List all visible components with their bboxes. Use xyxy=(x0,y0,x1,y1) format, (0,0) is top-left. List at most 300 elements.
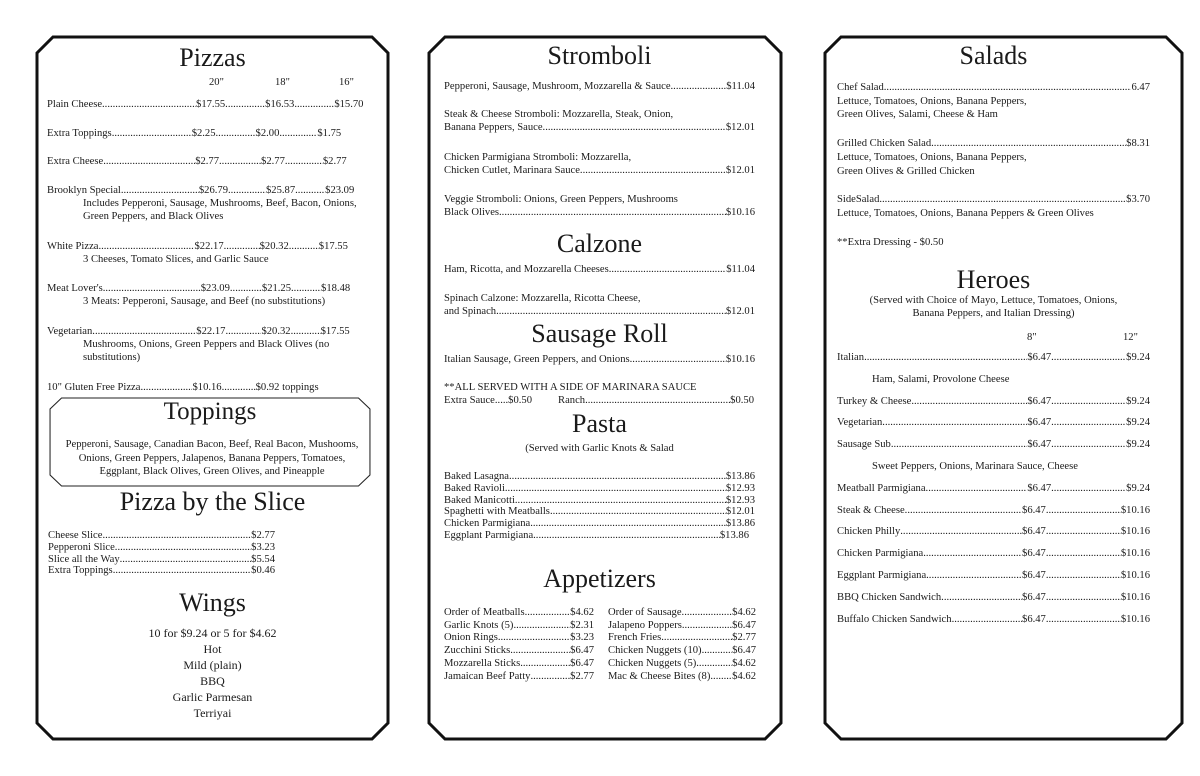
section-title: Sausage Roll xyxy=(531,319,668,348)
dot-leader xyxy=(1046,569,1121,582)
size-header: 18" xyxy=(275,77,290,88)
dot-leader xyxy=(1051,482,1126,495)
dot-leader xyxy=(879,193,1126,206)
appetizers-right-column xyxy=(608,607,756,683)
size-header: 16" xyxy=(339,77,354,88)
wing-flavor: Terriyai xyxy=(193,706,232,720)
dot-leader xyxy=(884,81,1132,94)
menu-item xyxy=(47,184,378,197)
dot-leader xyxy=(1046,525,1121,538)
item-description: 3 Cheeses, Tomato Slices, and Garlic Sauce xyxy=(83,254,269,265)
item-name: Chicken Cutlet, Marinara Sauce xyxy=(444,165,580,176)
dot-leader xyxy=(530,518,726,530)
dot-leader xyxy=(498,632,570,645)
item-name: Eggplant Parmigiana xyxy=(444,529,534,541)
dot-leader xyxy=(222,381,256,394)
item-price: $12.01 xyxy=(725,306,755,317)
item-name: Meatball Parmigiana xyxy=(837,482,926,494)
section-title: Appetizers xyxy=(543,564,656,593)
item-name: Vegetarian xyxy=(47,326,93,337)
menu-item xyxy=(444,620,594,633)
item-price: $23.09 xyxy=(200,283,230,294)
menu-item xyxy=(608,658,756,671)
item-price: $10.16 xyxy=(1120,526,1150,538)
dot-leader xyxy=(495,394,508,407)
item-price: $4.62 xyxy=(570,607,594,618)
menu-item xyxy=(837,438,1150,451)
menu-item xyxy=(444,645,594,658)
item-name: Zucchini Sticks xyxy=(444,645,511,657)
dot-leader xyxy=(510,645,570,658)
dot-leader xyxy=(525,607,571,620)
item-description: Ham, Salami, Provolone Cheese xyxy=(872,373,1010,385)
item-price: $12.01 xyxy=(725,122,755,133)
menu-item xyxy=(444,206,755,219)
item-price: $13.86 xyxy=(719,529,749,541)
salads-section xyxy=(837,35,1150,741)
wing-flavor: Hot xyxy=(203,642,222,656)
menu-item xyxy=(444,263,755,276)
item-name: Chicken Nuggets (10) xyxy=(608,645,702,657)
dot-leader xyxy=(952,613,1022,626)
item-price: $12.93 xyxy=(725,482,755,494)
item-name: Chef Salad xyxy=(837,82,884,93)
menu-item xyxy=(608,607,756,620)
item-price: $9.24 xyxy=(1126,439,1150,451)
dot-leader xyxy=(923,547,1022,560)
item-name: Vegetarian xyxy=(837,417,883,429)
item-price: $5.54 xyxy=(251,553,275,565)
item-price: $6.47 xyxy=(1027,482,1052,494)
section-title: Toppings xyxy=(163,398,257,425)
dot-leader xyxy=(609,263,727,276)
dot-leader xyxy=(533,530,720,542)
item-price: $6.47 xyxy=(1022,591,1046,603)
dot-leader xyxy=(225,98,265,111)
menu-item xyxy=(444,495,755,507)
item-name: Spaghetti with Meatballs xyxy=(444,506,550,518)
dot-leader xyxy=(550,506,726,518)
item-name: Extra Toppings xyxy=(48,565,113,577)
size-header: 12" xyxy=(1123,332,1138,343)
item-price: $2.77 xyxy=(732,632,756,644)
heroes-list xyxy=(837,351,1150,634)
item-name: Pepperoni Slice xyxy=(48,541,115,553)
dot-leader xyxy=(671,80,727,93)
dot-leader xyxy=(1051,416,1126,429)
item-price: $17.55 xyxy=(320,326,350,337)
item-price: $3.23 xyxy=(251,541,275,553)
dot-leader xyxy=(1051,351,1126,364)
item-price: $15.70 xyxy=(334,99,364,110)
dot-leader xyxy=(931,137,1126,150)
dot-leader xyxy=(661,632,732,645)
dot-leader xyxy=(216,127,256,140)
item-price: $26.79 xyxy=(198,185,228,196)
dot-leader xyxy=(864,351,1027,364)
section-title: Wings xyxy=(179,588,246,617)
item-price: $2.77 xyxy=(251,530,275,541)
dot-leader xyxy=(905,504,1022,517)
menu-item xyxy=(837,416,1150,429)
item-price: $6.47 xyxy=(1022,548,1046,560)
menu-item xyxy=(48,542,275,554)
section-title: Calzone xyxy=(556,229,643,258)
menu-item xyxy=(444,353,755,366)
item-price: $10.16 xyxy=(725,354,755,365)
item-name: Plain Cheese xyxy=(47,99,103,110)
item-name: Italian xyxy=(837,352,865,363)
item-price: $4.62 xyxy=(732,657,756,669)
dot-leader xyxy=(505,483,726,495)
dot-leader xyxy=(92,325,196,338)
menu-panel-pizzas xyxy=(35,35,390,741)
item-price: $4.62 xyxy=(732,670,756,682)
item-price: $20.32 xyxy=(259,241,289,252)
item-price: $0.46 xyxy=(251,565,275,577)
menu-item xyxy=(47,155,378,168)
dot-leader xyxy=(98,240,194,253)
item-price: $20.32 xyxy=(261,326,291,337)
item-description: Mushrooms, Onions, Green Peppers and Black Olives (no substitutions) xyxy=(83,339,330,363)
dot-leader xyxy=(702,645,733,658)
item-name: Baked Ravioli xyxy=(444,482,505,494)
item-name: Ham, Ricotta, and Mozzarella Cheeses xyxy=(444,264,609,275)
dot-leader xyxy=(682,620,732,633)
dot-leader xyxy=(1051,438,1126,451)
dot-leader xyxy=(1051,395,1126,408)
wing-flavor: Garlic Parmesan xyxy=(172,690,253,704)
item-price: $0.50 xyxy=(508,395,532,406)
section-subtitle: (Served with Choice of Mayo, Lettuce, Tomatoes, Onions, xyxy=(869,295,1118,306)
menu-item xyxy=(444,530,749,542)
dot-leader xyxy=(228,184,266,197)
menu-panel-salads-heroes xyxy=(823,35,1184,741)
item-price: $10.16 xyxy=(725,207,755,218)
item-price: $23.09 xyxy=(325,185,355,196)
dot-leader xyxy=(630,353,726,366)
menu-item xyxy=(48,530,275,542)
item-name: Pepperoni, Sausage, Mushroom, Mozzarella & Sauce xyxy=(444,81,671,92)
item-name: Brooklyn Special xyxy=(47,185,121,196)
item-description: Chicken Parmigiana Stromboli: Mozzarella, xyxy=(444,152,632,163)
item-price: $1.75 xyxy=(317,128,342,139)
pizzas-section xyxy=(47,35,378,741)
item-price: $18.48 xyxy=(321,283,351,294)
item-name: Mac & Cheese Bites (8) xyxy=(608,670,711,682)
toppings-box xyxy=(49,397,371,487)
menu-item xyxy=(444,607,594,620)
dot-leader xyxy=(926,569,1022,582)
dot-leader xyxy=(911,395,1027,408)
dot-leader xyxy=(289,240,319,253)
item-price: $9.24 xyxy=(1126,395,1150,407)
item-name: Mozzarella Sticks xyxy=(444,657,521,669)
item-price: $6.47 xyxy=(732,619,756,631)
dot-leader xyxy=(1046,591,1121,604)
dot-leader xyxy=(115,542,251,554)
item-price: $6.47 xyxy=(570,657,594,669)
menu-item xyxy=(444,658,594,671)
menu-item xyxy=(444,471,755,483)
item-name: Ranch xyxy=(558,395,586,406)
menu-item xyxy=(608,671,756,684)
item-price: $10.16 xyxy=(1120,569,1150,581)
item-price: $6.47 xyxy=(1027,417,1052,429)
dot-leader xyxy=(520,658,570,671)
item-price: $11.04 xyxy=(726,81,755,92)
wings-info xyxy=(47,625,378,721)
item-name: Steak & Cheese xyxy=(837,504,905,516)
item-name: BBQ Chicken Sandwich xyxy=(837,591,942,603)
item-price: $16.53 xyxy=(265,99,295,110)
menu-item-gluten-free xyxy=(47,381,378,394)
menu-item xyxy=(444,121,755,134)
marinara-note: **ALL SERVED WITH A SIDE OF MARINARA SAUCE xyxy=(444,382,697,393)
item-name: Extra Cheese xyxy=(47,156,104,167)
item-name: and Spinach xyxy=(444,306,497,317)
dot-leader xyxy=(900,525,1022,538)
item-price: $6.47 xyxy=(1027,352,1052,363)
dot-leader xyxy=(121,184,199,197)
item-price: $6.47 xyxy=(732,645,756,657)
item-name: 10" Gluten Free Pizza xyxy=(47,382,141,393)
menu-item xyxy=(47,127,378,140)
item-description: Lettuce, Tomatoes, Onions, Banana Peppers, xyxy=(837,152,1027,163)
dot-leader xyxy=(509,471,726,483)
item-name: Extra Sauce xyxy=(444,395,495,406)
item-price: $22.17 xyxy=(196,326,226,337)
size-header: 8" xyxy=(1027,332,1037,343)
dot-leader xyxy=(513,620,570,633)
pasta-list xyxy=(444,471,755,542)
item-name: French Fries xyxy=(608,632,662,644)
dot-leader xyxy=(294,98,334,111)
item-price: $12.01 xyxy=(725,165,755,176)
dot-leader xyxy=(120,554,252,566)
item-price: $2.77 xyxy=(195,156,220,167)
dot-leader xyxy=(279,127,317,140)
dot-leader xyxy=(225,325,261,338)
item-name: Baked Manicotti xyxy=(444,494,515,506)
item-name: Buffalo Chicken Sandwich xyxy=(837,613,952,625)
dot-leader xyxy=(580,164,726,177)
item-price: $6.47 xyxy=(1027,439,1052,451)
dot-leader xyxy=(113,565,251,577)
menu-item xyxy=(444,632,594,645)
menu-item xyxy=(47,282,378,295)
item-name: Sausage Sub xyxy=(837,439,891,451)
item-price: $21.25 xyxy=(261,283,292,294)
menu-item xyxy=(444,305,755,318)
item-name: Banana Peppers, Sauce xyxy=(444,122,543,133)
item-price: $2.77 xyxy=(570,670,594,682)
item-price: $6.47 xyxy=(1027,395,1052,407)
item-price: $13.86 xyxy=(725,471,755,482)
appetizers-left-column xyxy=(444,607,594,683)
item-price: $6.47 xyxy=(1022,613,1046,625)
dot-leader xyxy=(585,394,730,407)
item-price: $9.24 xyxy=(1126,352,1150,363)
dot-leader xyxy=(499,206,726,219)
wing-flavor: BBQ xyxy=(200,674,225,688)
item-name: Baked Lasagna xyxy=(444,471,510,482)
item-price: 6.47 xyxy=(1131,82,1150,93)
item-price: $0.92 toppings xyxy=(255,382,319,393)
section-subtitle: Banana Peppers, and Italian Dressing) xyxy=(912,308,1075,319)
dot-leader xyxy=(140,381,192,394)
menu-item xyxy=(608,632,756,645)
item-price: $17.55 xyxy=(318,241,348,252)
item-price: $3.23 xyxy=(570,632,594,644)
menu-item xyxy=(837,193,1150,206)
dot-leader xyxy=(102,98,196,111)
item-name: Jalapeno Poppers xyxy=(608,619,682,631)
size-header: 20" xyxy=(209,77,224,88)
item-price: $22.17 xyxy=(194,241,224,252)
item-price: $10.16 xyxy=(1120,504,1150,516)
dot-leader xyxy=(102,530,251,542)
menu-item xyxy=(47,98,378,111)
item-price: $6.47 xyxy=(1022,504,1046,516)
dot-leader xyxy=(941,591,1022,604)
menu-item xyxy=(837,81,1150,94)
section-title: Pizza by the Slice xyxy=(119,487,306,516)
item-name: Garlic Knots (5) xyxy=(444,619,514,631)
menu-panel-stromboli xyxy=(427,35,783,741)
item-name: Slice all the Way xyxy=(48,553,120,565)
menu-item xyxy=(48,554,275,566)
item-name: Onion Rings xyxy=(444,632,498,644)
item-price: $2.31 xyxy=(570,619,594,631)
item-description: Green Olives & Grilled Chicken xyxy=(837,166,975,177)
item-price: $12.01 xyxy=(725,506,755,518)
dot-leader xyxy=(696,658,732,671)
menu-item xyxy=(837,591,1150,604)
item-name: Eggplant Parmigiana xyxy=(837,569,927,581)
dot-leader xyxy=(224,240,260,253)
slice-list xyxy=(48,530,275,577)
item-price: $0.50 xyxy=(730,395,754,406)
dot-leader xyxy=(219,155,261,168)
item-description: Sweet Peppers, Onions, Marinara Sauce, Cheese xyxy=(872,460,1078,472)
dot-leader xyxy=(515,495,726,507)
menu-item xyxy=(444,394,532,407)
toppings-list: Pepperoni, Sausage, Canadian Bacon, Beef, Real Bacon, Mushooms, Onions, Green Peppers, Jalapenos, Banana Peppers, Tomatoes, Eggplant, Black Olives, Green Olives, and Pineapple xyxy=(65,439,359,477)
menu-item xyxy=(837,482,1150,495)
item-price: $17.55 xyxy=(196,99,226,110)
item-price: $6.47 xyxy=(1022,569,1046,581)
menu-item xyxy=(837,395,1150,408)
appetizers-grid xyxy=(444,607,755,683)
item-price: $2.00 xyxy=(255,128,280,139)
menu-item xyxy=(837,351,1150,364)
stromboli-section xyxy=(444,35,755,741)
item-name: Order of Meatballs xyxy=(444,607,525,618)
menu-item xyxy=(837,137,1150,150)
menu-item xyxy=(47,240,378,253)
dot-leader xyxy=(1046,547,1121,560)
extras-row xyxy=(444,394,755,407)
menu-item xyxy=(558,394,754,407)
dot-leader xyxy=(285,155,323,168)
section-title: Pasta xyxy=(572,409,627,438)
menu-item xyxy=(444,518,755,530)
menu-item xyxy=(837,569,1150,582)
item-price: $3.70 xyxy=(1126,194,1150,205)
menu-item xyxy=(444,164,755,177)
item-name: White Pizza xyxy=(47,241,99,252)
section-title: Salads xyxy=(959,41,1028,70)
menu-item xyxy=(837,525,1150,538)
item-name: Black Olives xyxy=(444,207,500,218)
item-description: Includes Pepperoni, Sausage, Mushrooms, Beef, Bacon, Onions, Green Peppers, and Black Olives xyxy=(83,198,357,222)
item-description: Lettuce, Tomatoes, Onions, Banana Peppers, xyxy=(837,96,1027,107)
item-price: $12.93 xyxy=(725,494,755,506)
item-price: $9.24 xyxy=(1126,417,1150,429)
item-price: $8.31 xyxy=(1126,138,1150,149)
menu-item xyxy=(837,504,1150,517)
item-price: $6.47 xyxy=(570,645,594,657)
item-name: Jamaican Beef Patty xyxy=(444,670,531,682)
item-name: Grilled Chicken Salad xyxy=(837,138,932,149)
item-name: Extra Toppings xyxy=(47,128,112,139)
menu-item xyxy=(444,506,755,518)
dot-leader xyxy=(1046,613,1121,626)
dot-leader xyxy=(882,416,1027,429)
menu-item xyxy=(608,620,756,633)
section-title: Pizzas xyxy=(179,43,246,72)
dot-leader xyxy=(543,121,726,134)
item-name: Chicken Nuggets (5) xyxy=(608,657,697,669)
item-price: $11.04 xyxy=(726,264,755,275)
item-name: SideSalad xyxy=(837,194,880,205)
wing-flavor: Mild (plain) xyxy=(183,658,242,672)
item-price: $4.62 xyxy=(732,607,756,618)
dot-leader xyxy=(230,282,262,295)
menu-item xyxy=(47,325,378,338)
item-name: Order of Sausage xyxy=(608,607,682,618)
menu-item xyxy=(444,483,755,495)
item-description: Green Olives, Salami, Cheese & Ham xyxy=(837,109,998,120)
item-name: Cheese Slice xyxy=(48,530,103,541)
menu-item xyxy=(837,613,1150,626)
item-price: $10.16 xyxy=(192,382,222,393)
dot-leader xyxy=(291,282,321,295)
item-description: Veggie Stromboli: Onions, Green Peppers, Mushrooms xyxy=(444,194,678,205)
item-name: Chicken Philly xyxy=(837,526,901,538)
dot-leader xyxy=(891,438,1027,451)
item-price: $2.77 xyxy=(322,156,347,167)
item-description: Steak & Cheese Stromboli: Mozzarella, Steak, Onion, xyxy=(444,109,674,120)
dot-leader xyxy=(103,282,201,295)
menu-item xyxy=(444,671,594,684)
dot-leader xyxy=(103,155,195,168)
item-price: $2.77 xyxy=(261,156,285,167)
item-name: Meat Lover's xyxy=(47,283,103,294)
item-description: 3 Meats: Pepperoni, Sausage, and Beef (no substitutions) xyxy=(83,296,326,307)
item-name: Chicken Parmigiana xyxy=(837,548,924,560)
menu-item xyxy=(48,565,275,577)
wings-pricing: 10 for $9.24 or 5 for $4.62 xyxy=(148,626,277,640)
menu-item xyxy=(837,547,1150,560)
dot-leader xyxy=(112,127,192,140)
item-price: $10.16 xyxy=(1120,548,1150,560)
menu-item xyxy=(444,80,755,93)
item-name: Chicken Parmigiana xyxy=(444,518,531,530)
menu-item xyxy=(608,645,756,658)
item-name: Turkey & Cheese xyxy=(837,395,912,407)
